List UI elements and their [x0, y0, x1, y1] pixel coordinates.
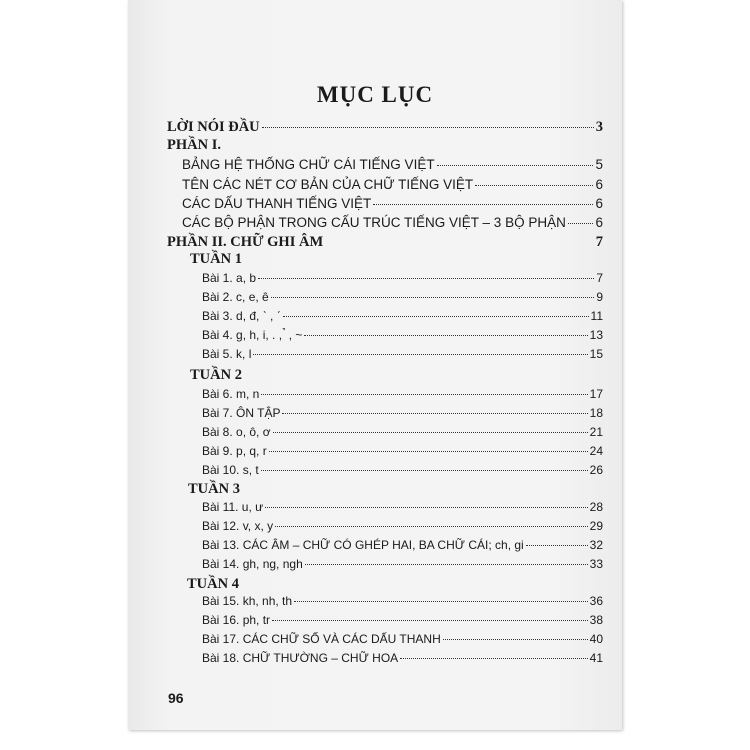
entry-label: Bài 9. p, q, r — [202, 444, 267, 458]
entry-label: PHẦN I. — [167, 137, 221, 153]
toc-lesson-entry — [202, 519, 603, 537]
entry-label: Bài 1. a, b — [202, 271, 257, 285]
entry-label: Bài 3. d, đ, ˋ , ˊ — [202, 309, 281, 323]
toc-week-heading: TUẦN 1 — [190, 251, 242, 267]
dot-leader — [437, 165, 594, 166]
entry-page: 11 — [590, 309, 603, 323]
entry-label: Bài 15. kh, nh, th — [202, 594, 293, 608]
entry-label: TÊN CÁC NÉT CƠ BẢN CỦA CHỮ TIẾNG VIỆT — [182, 177, 474, 192]
dot-leader — [275, 526, 588, 527]
toc-week-heading: TUẦN 2 — [190, 367, 242, 383]
dot-leader — [526, 545, 588, 546]
entry-label: CÁC DẤU THANH TIẾNG VIỆT — [182, 196, 372, 211]
dot-leader — [443, 639, 588, 640]
entry-label: CÁC BỘ PHẬN TRONG CẤU TRÚC TIẾNG VIỆT – 3 BỘ PHẬN — [182, 215, 566, 230]
entry-label: Bài 8. o, ô, ơ — [202, 425, 271, 439]
entry-page: 32 — [589, 538, 603, 552]
toc-entry — [182, 196, 603, 214]
entry-label: PHẦN II. CHỮ GHI ÂM — [167, 234, 324, 250]
entry-page: 15 — [589, 347, 603, 361]
entry-label: Bài 10. s, t — [202, 463, 259, 477]
entry-page: 6 — [595, 177, 603, 192]
entry-page: 6 — [595, 215, 603, 230]
entry-page: 24 — [589, 444, 603, 458]
toc-lesson-entry — [202, 538, 603, 556]
toc-lesson-entry — [202, 290, 603, 308]
entry-label: Bài 13. CÁC ÂM – CHỮ CÓ GHÉP HAI, BA CHỮ CÁI; ch, gi — [202, 538, 524, 552]
dot-leader — [253, 354, 587, 355]
toc-lesson-entry — [202, 463, 603, 481]
toc-lesson-entry — [202, 613, 603, 631]
toc-entry — [182, 157, 603, 175]
entry-page: 7 — [596, 271, 603, 285]
entry-page: 28 — [589, 500, 603, 514]
entry-page: 26 — [589, 463, 603, 477]
entry-label: Bài 14. gh, ng, ngh — [202, 557, 303, 571]
toc-lesson-entry — [202, 328, 603, 346]
entry-page: 33 — [589, 557, 603, 571]
toc-lesson-entry — [202, 309, 603, 327]
dot-leader — [304, 335, 587, 336]
dot-leader — [262, 127, 594, 128]
toc-entry-preface — [167, 119, 603, 137]
entry-page: 29 — [589, 519, 603, 533]
toc-lesson-entry — [202, 406, 603, 424]
entry-page: 6 — [595, 196, 603, 211]
entry-label: LỜI NÓI ĐẦU — [167, 119, 260, 135]
dot-leader — [261, 394, 587, 395]
entry-page: 9 — [596, 290, 603, 304]
dot-leader — [273, 432, 588, 433]
toc-lesson-entry — [202, 425, 603, 443]
toc-lesson-entry — [202, 632, 603, 650]
entry-label: Bài 17. CÁC CHỮ SỐ VÀ CÁC DẤU THANH — [202, 632, 441, 646]
toc-lesson-entry — [202, 444, 603, 462]
entry-label: Bài 18. CHỮ THƯỜNG – CHỮ HOA — [202, 651, 399, 665]
entry-label: Bài 11. u, ư — [202, 500, 264, 514]
entry-label: Bài 6. m, n — [202, 387, 260, 401]
entry-page: 40 — [589, 632, 603, 646]
dot-leader — [294, 601, 588, 602]
dot-leader — [272, 620, 588, 621]
entry-page: 21 — [589, 425, 603, 439]
dot-leader — [283, 316, 589, 317]
entry-page: 13 — [589, 328, 603, 342]
toc-lesson-entry — [202, 387, 603, 405]
entry-page: 38 — [589, 613, 603, 627]
dot-leader — [475, 185, 593, 186]
entry-page: 17 — [589, 387, 603, 401]
dot-leader — [373, 204, 593, 205]
dot-leader — [400, 658, 587, 659]
toc-week-heading: TUẦN 3 — [188, 481, 240, 497]
dot-leader — [261, 470, 588, 471]
entry-label: Bài 2. c, e, ê — [202, 290, 269, 304]
page-number: 96 — [168, 690, 184, 706]
toc-lesson-entry — [202, 557, 603, 575]
entry-label: Bài 12. v, x, y — [202, 519, 274, 533]
toc-lesson-entry — [202, 347, 603, 365]
toc-part-1 — [167, 137, 603, 155]
toc-part-2 — [167, 234, 603, 252]
toc-entry — [182, 215, 603, 233]
entry-label: Bài 5. k, l — [202, 347, 252, 361]
entry-page: 18 — [589, 406, 603, 420]
dot-leader — [258, 278, 594, 279]
entry-page: 41 — [589, 651, 603, 665]
entry-page: 36 — [589, 594, 603, 608]
dot-leader — [568, 223, 594, 224]
dot-leader — [269, 451, 588, 452]
entry-label: Bài 4. g, h, i, . , ̉ , ~ — [202, 328, 303, 342]
dot-leader — [265, 507, 587, 508]
toc-lesson-entry — [202, 651, 603, 669]
entry-page: 3 — [595, 119, 603, 135]
toc-week-heading: TUẦN 4 — [187, 576, 239, 592]
entry-label: Bài 16. ph, tr — [202, 613, 271, 627]
entry-label: BẢNG HỆ THỐNG CHỮ CÁI TIẾNG VIỆT — [182, 157, 435, 172]
toc-entry — [182, 177, 603, 195]
entry-page: 7 — [595, 234, 603, 250]
page-title: MỤC LỤC — [316, 82, 434, 107]
toc-lesson-entry — [202, 500, 603, 518]
entry-label: Bài 7. ÔN TẬP — [202, 406, 281, 420]
dot-leader — [271, 297, 595, 298]
toc-lesson-entry — [202, 594, 603, 612]
entry-page: 5 — [595, 157, 603, 172]
dot-leader — [305, 564, 588, 565]
dot-leader — [282, 413, 587, 414]
toc-lesson-entry — [202, 271, 603, 289]
